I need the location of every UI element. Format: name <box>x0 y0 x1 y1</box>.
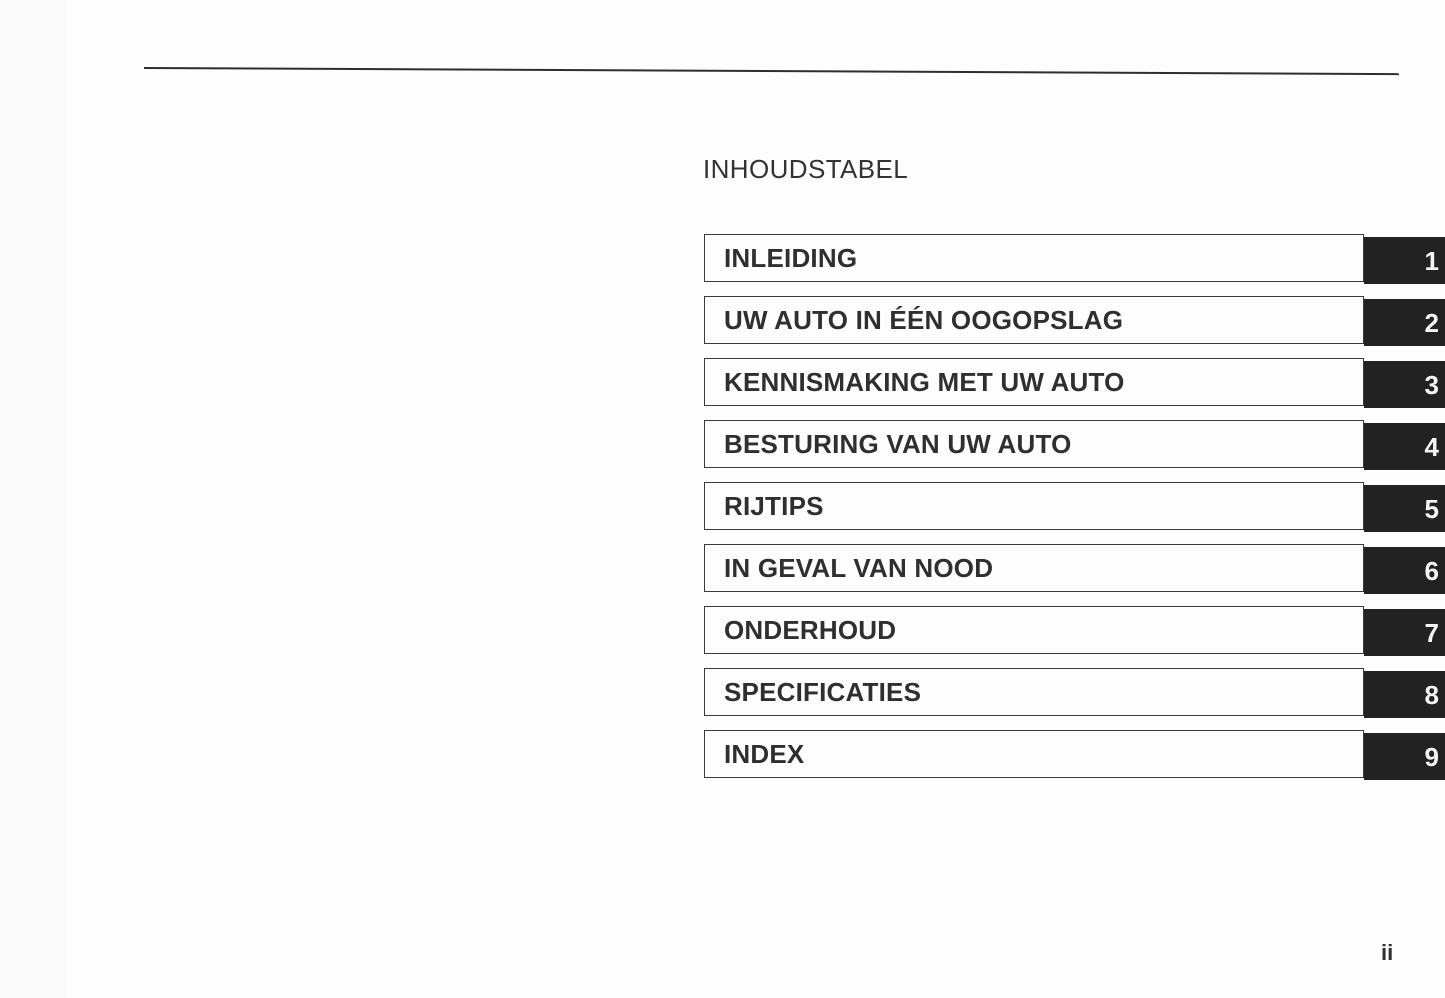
toc-entry-label: INLEIDING <box>724 243 858 273</box>
toc-entry-8[interactable] <box>704 668 1445 716</box>
toc-entry-label: SPECIFICATIES <box>724 677 922 707</box>
chapter-number: 7 <box>1424 618 1439 648</box>
chapter-number: 4 <box>1424 432 1439 462</box>
toc-entry-label: UW AUTO IN ÉÉN OOGOPSLAG <box>724 305 1124 335</box>
chapter-number: 6 <box>1424 556 1439 586</box>
table-of-contents <box>704 234 1445 792</box>
chapter-tab[interactable] <box>1364 671 1445 718</box>
toc-entry-box <box>704 296 1364 344</box>
page-number: ii <box>1381 940 1394 965</box>
toc-entry-box <box>704 730 1364 778</box>
toc-entry-box <box>704 420 1364 468</box>
toc-entry-box <box>704 668 1364 716</box>
toc-entry-2[interactable] <box>704 296 1445 344</box>
chapter-tab[interactable] <box>1364 237 1445 284</box>
chapter-tab[interactable] <box>1364 423 1445 470</box>
chapter-tab[interactable] <box>1364 609 1445 656</box>
toc-entry-label: IN GEVAL VAN NOOD <box>724 553 994 583</box>
toc-entry-5[interactable] <box>704 482 1445 530</box>
toc-entry-label: KENNISMAKING MET UW AUTO <box>724 367 1125 397</box>
chapter-tab[interactable] <box>1364 299 1445 346</box>
toc-entry-4[interactable] <box>704 420 1445 468</box>
chapter-number: 9 <box>1424 742 1439 772</box>
toc-entry-box <box>704 606 1364 654</box>
toc-entry-6[interactable] <box>704 544 1445 592</box>
toc-entry-3[interactable] <box>704 358 1445 406</box>
toc-entry-label: BESTURING VAN UW AUTO <box>724 429 1072 459</box>
chapter-tab[interactable] <box>1364 547 1445 594</box>
chapter-number: 2 <box>1424 308 1439 338</box>
chapter-number: 3 <box>1424 370 1439 400</box>
chapter-tab[interactable] <box>1364 361 1445 408</box>
toc-entry-label: RIJTIPS <box>724 491 824 521</box>
chapter-tab[interactable] <box>1364 733 1445 780</box>
page-margin-shade <box>0 0 66 998</box>
page-title: INHOUDSTABEL <box>703 154 909 184</box>
chapter-number: 1 <box>1424 246 1439 276</box>
chapter-number: 8 <box>1424 680 1439 710</box>
toc-entry-box <box>704 482 1364 530</box>
toc-entry-box <box>704 234 1364 282</box>
toc-entry-label: INDEX <box>724 739 805 769</box>
toc-entry-9[interactable] <box>704 730 1445 778</box>
chapter-tab[interactable] <box>1364 485 1445 532</box>
toc-entry-7[interactable] <box>704 606 1445 654</box>
toc-entry-box <box>704 544 1364 592</box>
toc-entry-1[interactable] <box>704 234 1445 282</box>
toc-entry-label: ONDERHOUD <box>724 615 897 645</box>
chapter-number: 5 <box>1424 494 1439 524</box>
toc-entry-box <box>704 358 1364 406</box>
header-rule <box>144 67 1399 75</box>
